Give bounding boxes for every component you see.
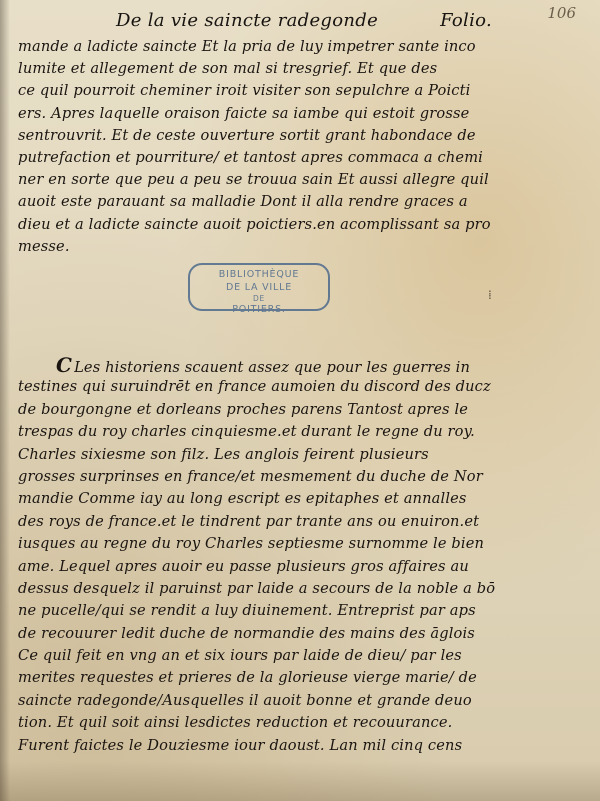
text-line: mande a ladicte saincte Et la pria de luy impetrer sante inco <box>18 38 476 55</box>
text-line: ne pucelle/qui se rendit a luy diuinement. Entreprist par aps <box>18 602 476 620</box>
text-line: ers. Apres laquelle oraison faicte sa iambe qui estoit grosse <box>18 104 470 122</box>
text-line: ner en sorte que peu a peu se trouua sain Et aussi allegre quil <box>18 171 489 189</box>
text-line: lumite et allegement de son mal si tresgrief. Et que des <box>18 60 438 78</box>
text-line: messe. <box>18 237 70 255</box>
text-line-content: Les historiens scauent assez que pour les guerres in <box>74 359 471 376</box>
initial-letter: C <box>56 354 73 377</box>
stamp-line-4: POITIERS. <box>232 304 286 315</box>
stamp-line-3: DE <box>252 294 266 303</box>
folio-label: Folio. <box>440 10 492 31</box>
text-line: Furent faictes le Douziesme iour daoust. Lan mil cinq cens <box>18 736 463 754</box>
text-line: de recouurer ledit duche de normandie des mains des āglois <box>18 624 475 642</box>
margin-mark: ⁞ <box>488 288 492 302</box>
running-head-title: De la vie saincte radegonde <box>116 10 379 31</box>
paragraph-historians <box>18 354 590 757</box>
text-line: testines qui suruindrēt en france aumoien du discord des ducz <box>18 378 491 396</box>
binding-shadow <box>0 0 10 801</box>
text-line: grosses surprinses en france/et mesmement du duche de Nor <box>18 467 483 485</box>
text-line: Ce quil feit en vng an et six iours par laide de dieu/ par les <box>18 647 462 665</box>
text-line: trespas du roy charles cinquiesme.et durant le regne du roy. <box>18 423 475 441</box>
text-line: dessus desquelz il paruinst par laide a secours de la noble a bō <box>18 579 496 597</box>
text-line: saincte radegonde/Ausquelles il auoit bonne et grande deuo <box>18 691 472 709</box>
page-number: 106 <box>547 4 576 22</box>
text-line: Charles sixiesme son filz. Les anglois feirent plusieurs <box>18 445 429 463</box>
stamp-line-2: DE LA VILLE <box>225 282 293 293</box>
text-line: dieu et a ladicte saincte auoit poictiers.en acomplissant sa pro <box>18 215 491 233</box>
text-line-first <box>18 354 590 376</box>
page-stain <box>0 761 600 801</box>
text-line: auoit este parauant sa malladie Dont il alla rendre graces a <box>18 193 468 211</box>
text-line: putrefaction et pourriture/ et tantost apres commaca a chemi <box>18 148 484 166</box>
text-line: des roys de france.et le tindrent par trante ans ou enuiron.et <box>18 512 480 530</box>
running-head <box>116 10 492 31</box>
text-line: tion. Et quil soit ainsi lesdictes reduction et recouurance. <box>18 714 453 732</box>
text-line: ame. Lequel apres auoir eu passe plusieurs gros affaires au <box>18 557 469 575</box>
text-line: sentrouvrit. Et de ceste ouverture sortit grant habondace de <box>18 126 476 144</box>
stamp-line-1: BIBLIOTHÈQUE <box>218 269 300 280</box>
library-stamp <box>188 263 330 315</box>
text-line: ce quil pourroit cheminer iroit visiter son sepulchre a Poicti <box>18 82 471 100</box>
text-line: merites requestes et prieres de la glorieuse vierge marie/ de <box>18 669 477 687</box>
paragraph-miracle <box>18 36 590 258</box>
text-line: mandie Comme iay au long escript es epitaphes et annalles <box>18 490 467 508</box>
text-line: iusques au regne du roy Charles septiesme surnomme le bien <box>18 535 485 553</box>
text-line: de bourgongne et dorleans proches parens Tantost apres le <box>18 400 469 418</box>
